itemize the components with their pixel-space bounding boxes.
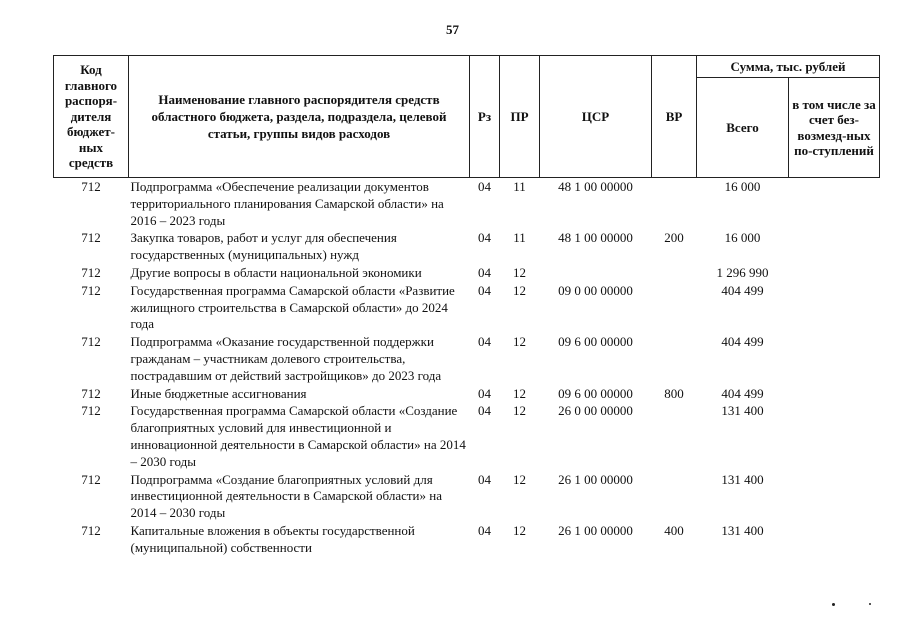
cell-name: Государственная программа Самарской области «Развитие жилищного строительства в Самарской области» до 2024 года [130,282,455,332]
cell-pr: 11 [513,179,526,194]
cell-code: 712 [81,282,101,298]
cell-gratuitous [789,265,880,283]
cell-pr: 12 [513,403,526,419]
cell-pr: 12 [513,471,526,487]
cell-name: Капитальные вложения в объекты государственной (муниципальной) собственности [130,522,415,555]
cell-pr: 12 [513,522,526,538]
cell-csr: 09 6 00 00000 [558,385,633,401]
cell-csr: 09 6 00 00000 [558,334,633,350]
cell-code: 712 [81,403,101,419]
header-sum: Сумма, тыс. рублей [697,56,880,78]
cell-name: Подпрограмма «Обеспечение реализации документов территориального планирования Самарской области» на 2016 – 2023 годы [130,179,444,228]
cell-vr: 800 [664,385,684,401]
cell-gratuitous [789,523,880,558]
header-code: Код главного распоря-дителя бюджет-ных средств [54,56,129,178]
cell-vr [652,472,697,523]
cell-code: 712 [81,334,101,350]
cell-csr: 48 1 00 00000 [558,230,633,246]
cell-vr [652,403,697,471]
cell-vr [652,334,697,385]
cell-name: Подпрограмма «Создание благоприятных условий для инвестиционной деятельности в Самарской области» на 2014 – 2030 годы [130,471,442,521]
cell-code: 712 [81,385,101,401]
cell-name: Подпрограмма «Оказание государственной поддержки гражданам – участникам долевого строительства, пострадавшим от действий застройщиков» до 2023 года [130,334,442,383]
header-gratuitous: в том числе за счет без-возмезд-ных по-ступлений [789,78,880,178]
cell-total: 16 000 [724,230,761,246]
cell-total: 404 499 [721,334,764,350]
cell-pr: 11 [513,230,526,246]
cell-vr: 200 [664,230,684,246]
cell-csr: 48 1 00 00000 [558,179,633,194]
header-name: Наименование главного распорядителя средств областного бюджета, раздела, подраздела, целевой статьи, группы видов расходов [129,56,470,178]
table-row [54,265,880,283]
cell-gratuitous [789,334,880,385]
scan-dot [869,603,871,605]
cell-vr [652,178,697,231]
table-row [54,283,880,334]
header-csr: ЦСР [540,56,652,178]
header-vr: ВР [652,56,697,178]
table-row [54,386,880,404]
cell-csr: 26 1 00 00000 [558,471,633,487]
cell-rz: 04 [478,385,491,401]
cell-name: Закупка товаров, работ и услуг для обеспечения государственных (муниципальных) нужд [130,230,397,263]
cell-rz: 04 [478,471,491,487]
cell-total: 131 400 [721,403,764,419]
cell-csr: 09 0 00 00000 [558,282,633,298]
cell-total: 16 000 [724,179,761,194]
cell-total: 404 499 [721,282,764,298]
header-rz: Рз [470,56,500,178]
cell-csr: 26 1 00 00000 [558,522,633,538]
cell-rz: 04 [478,403,491,419]
cell-gratuitous [789,403,880,471]
cell-rz: 04 [478,179,491,194]
cell-csr: 26 0 00 00000 [558,403,633,419]
cell-rz: 04 [478,264,491,280]
cell-code: 712 [81,522,101,538]
table-header [54,56,880,178]
header-total: Всего [697,78,789,178]
cell-gratuitous [789,230,880,265]
header-pr: ПР [500,56,540,178]
budget-table [53,55,880,558]
cell-code: 712 [81,264,101,280]
cell-code: 712 [81,230,101,246]
cell-rz: 04 [478,522,491,538]
cell-code: 712 [81,471,101,487]
cell-name: Иные бюджетные ассигнования [130,385,307,401]
cell-total: 131 400 [721,471,764,487]
cell-total: 131 400 [721,522,764,538]
cell-rz: 04 [478,230,491,246]
cell-total: 1 296 990 [716,264,769,280]
cell-vr [652,265,697,283]
cell-gratuitous [789,283,880,334]
table-row [54,472,880,523]
cell-name: Государственная программа Самарской области «Создание благоприятных условий для инвестиционной и инновационной деятельности в Самарской области» на 2014 – 2030 годы [130,403,466,469]
cell-gratuitous [789,386,880,404]
cell-pr: 12 [513,264,526,280]
cell-csr [540,265,652,283]
cell-code: 712 [81,179,101,194]
table-row [54,403,880,471]
table-body [54,178,880,558]
page-number: 57 [446,22,459,37]
cell-vr: 400 [664,522,684,538]
table-row [54,523,880,558]
cell-pr: 12 [513,385,526,401]
cell-vr [652,283,697,334]
table-row [54,230,880,265]
cell-gratuitous [789,178,880,231]
cell-rz: 04 [478,334,491,350]
cell-gratuitous [789,472,880,523]
scan-dot [832,603,835,606]
cell-pr: 12 [513,282,526,298]
cell-pr: 12 [513,334,526,350]
cell-total: 404 499 [721,385,764,401]
table-row [54,334,880,385]
table-row [54,178,880,231]
cell-name: Другие вопросы в области национальной экономики [130,264,422,280]
cell-rz: 04 [478,282,491,298]
